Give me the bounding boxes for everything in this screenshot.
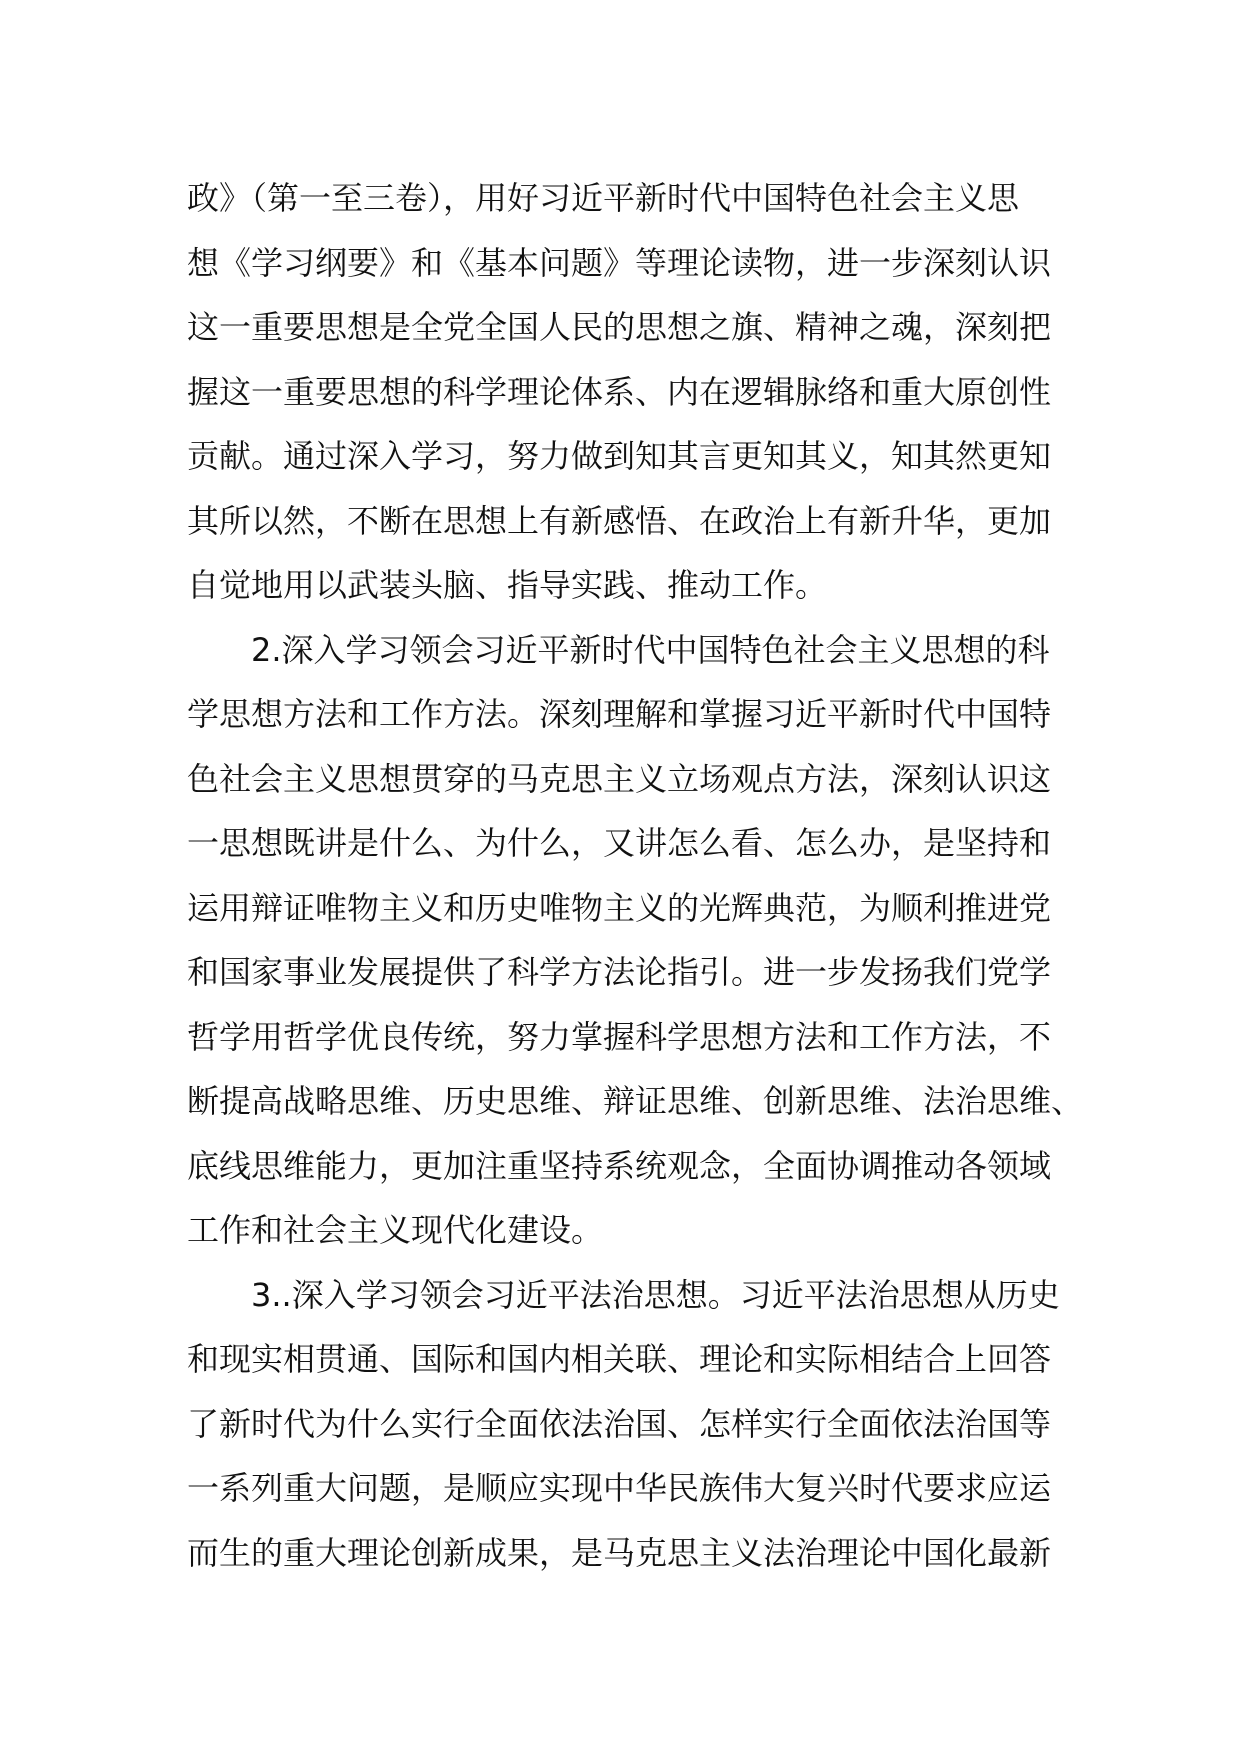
text-line: 运用辩证唯物主义和历史唯物主义的光辉典范，为顺利推进党 — [187, 888, 1052, 927]
text-line: 贡献。通过深入学习，努力做到知其言更知其义，知其然更知 — [187, 437, 1052, 475]
paragraph-2 — [187, 618, 1084, 1263]
text-line: 2.深入学习领会习近平新时代中国特色社会主义思想的科 — [251, 630, 1050, 669]
text-line: 这一重要思想是全党全国人民的思想之旗、精神之魂，深刻把 — [187, 308, 1052, 346]
text-line: 而生的重大理论创新成果，是马克思主义法治理论中国化最新 — [187, 1533, 1052, 1572]
text-line: 自觉地用以武装头脑、指导实践、推动工作。 — [187, 566, 828, 604]
paragraph-3 — [187, 1263, 1067, 1586]
text-line: 色社会主义思想贯穿的马克思主义立场观点方法，深刻认识这 — [187, 759, 1052, 798]
text-line: 底线思维能力，更加注重坚持系统观念，全面协调推动各领域 — [187, 1146, 1052, 1185]
text-line: 一系列重大问题，是顺应实现中华民族伟大复兴时代要求应运 — [187, 1469, 1052, 1507]
text-line: 和现实相贯通、国际和国内相关联、理论和实际相结合上回答 — [187, 1340, 1052, 1378]
text-line: 工作和社会主义现代化建设。 — [187, 1211, 604, 1249]
text-line: 政》（第一至三卷），用好习近平新时代中国特色社会主义思 — [187, 179, 1020, 217]
text-line: 哲学用哲学优良传统，努力掌握科学思想方法和工作方法，不 — [187, 1017, 1052, 1056]
text-line: 和国家事业发展提供了科学方法论指引。进一步发扬我们党学 — [187, 953, 1052, 991]
text-line: 想《学习纲要》和《基本问题》等理论读物，进一步深刻认识 — [187, 243, 1052, 282]
text-line: 握这一重要思想的科学理论体系、内在逻辑脉络和重大原创性 — [187, 372, 1052, 411]
paragraph-1 — [187, 166, 1067, 618]
document-body — [187, 166, 1084, 1585]
text-line: 其所以然，不断在思想上有新感悟、在政治上有新升华，更加 — [187, 501, 1052, 540]
text-line: 3..深入学习领会习近平法治思想。习近平法治思想从历史 — [251, 1275, 1060, 1314]
text-line: 断提高战略思维、历史思维、辩证思维、创新思维、法治思维、 — [187, 1082, 1084, 1120]
text-line: 学思想方法和工作方法。深刻理解和掌握习近平新时代中国特 — [187, 695, 1052, 733]
text-line: 了新时代为什么实行全面依法治国、怎样实行全面依法治国等 — [187, 1404, 1052, 1443]
text-line: 一思想既讲是什么、为什么，又讲怎么看、怎么办，是坚持和 — [187, 824, 1052, 862]
